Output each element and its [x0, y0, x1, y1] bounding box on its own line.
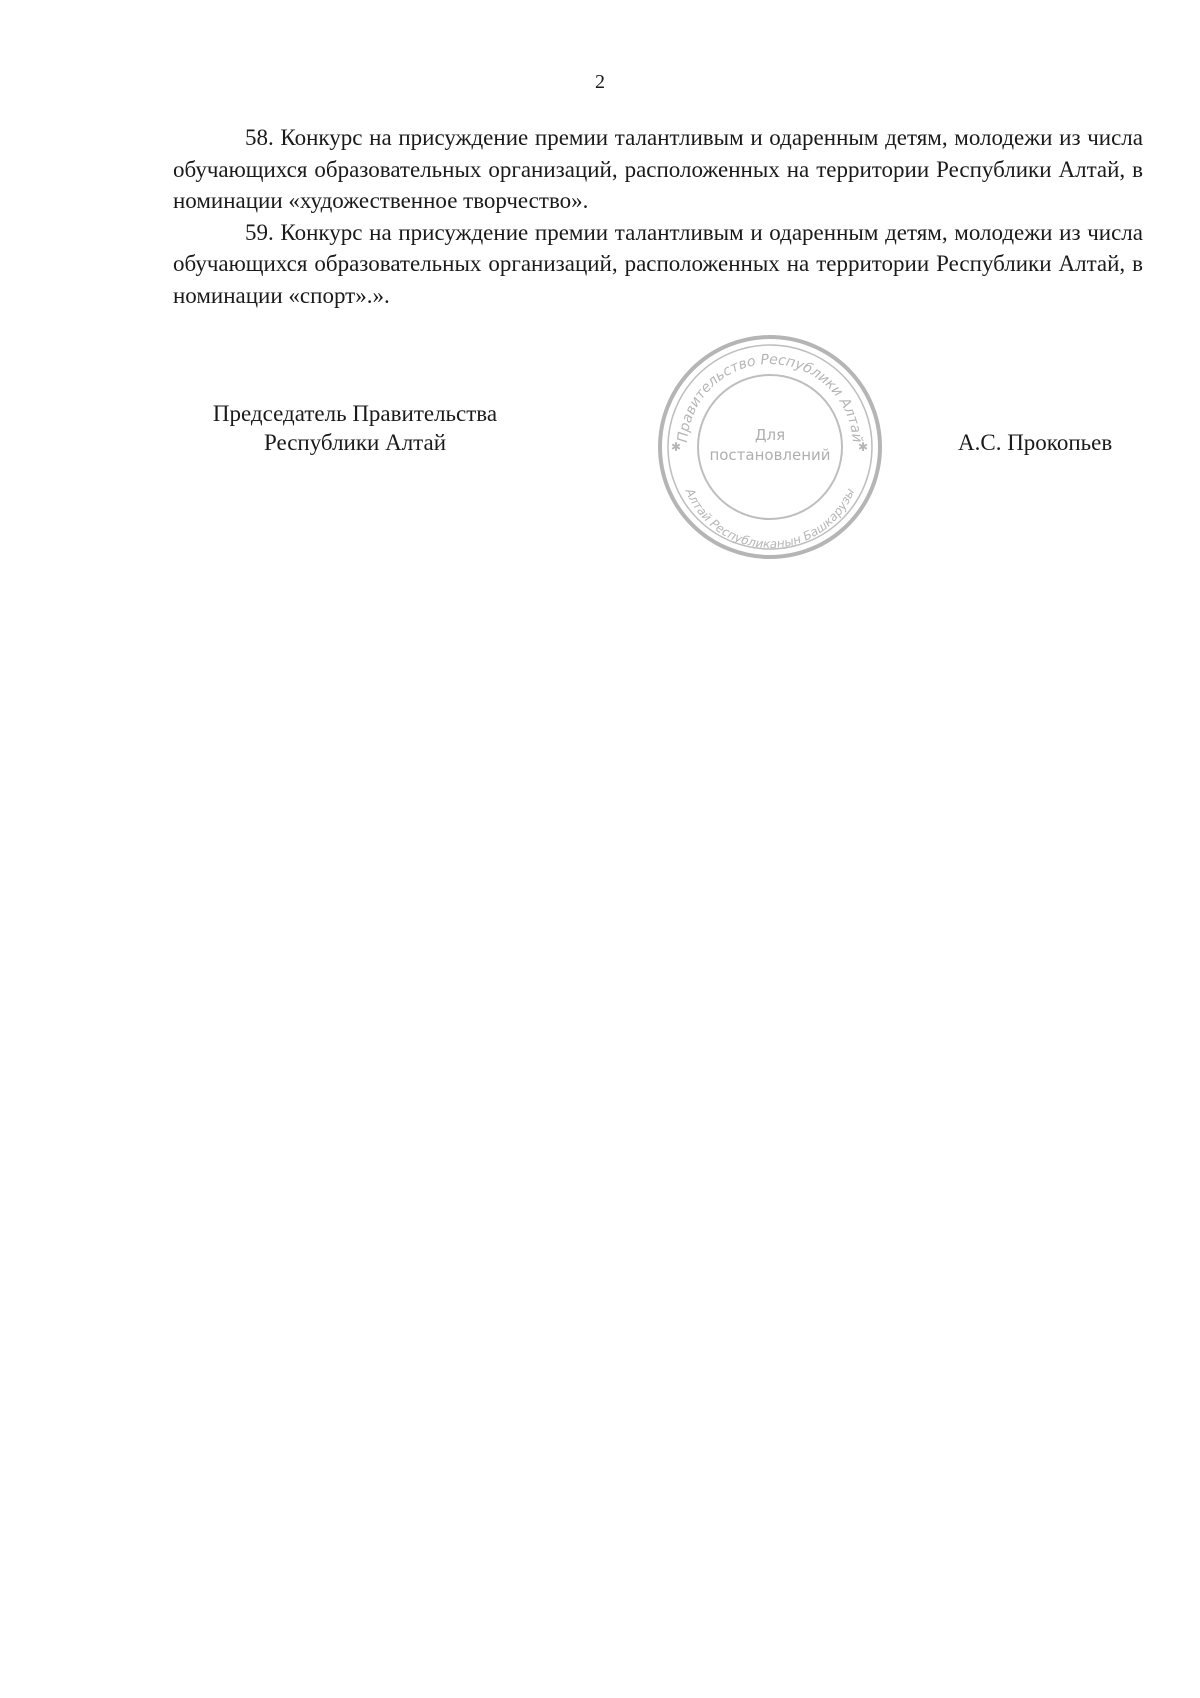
signatory-name: А.С. Прокопьев: [958, 430, 1113, 455]
signatory-title: [185, 399, 525, 457]
page-number: 2: [595, 71, 605, 93]
seal-star-left: ✱: [671, 440, 682, 454]
signatory-title-line1: Председатель Правительства: [212, 401, 498, 426]
paragraph-58: 58. Конкурс на присуждение премии талантливым и одаренным детям, молодежи из числа обучающихся образовательных организаций, расположенных на территории Республики Алтай, в номинации «художественное творчество».: [173, 125, 1143, 213]
signatory-title-line2: Республики Алтай: [263, 430, 447, 455]
paragraph-59: 59. Конкурс на присуждение премии талантливым и одаренным детям, молодежи из числа обучающихся образовательных организаций, расположенных на территории Республики Алтай, в номинации «спорт».».: [173, 219, 1143, 308]
seal-center-line2: постановлений: [709, 446, 831, 464]
seal-star-right: ✱: [858, 440, 869, 454]
official-seal-stamp: [655, 332, 885, 562]
seal-outer-text: Правительство Республики Алтай: [675, 351, 865, 444]
seal-center-line1: Для: [754, 426, 786, 444]
document-body: [173, 122, 1143, 311]
seal-lower-text: Алтай Республиканын Башкарузы: [682, 486, 858, 552]
